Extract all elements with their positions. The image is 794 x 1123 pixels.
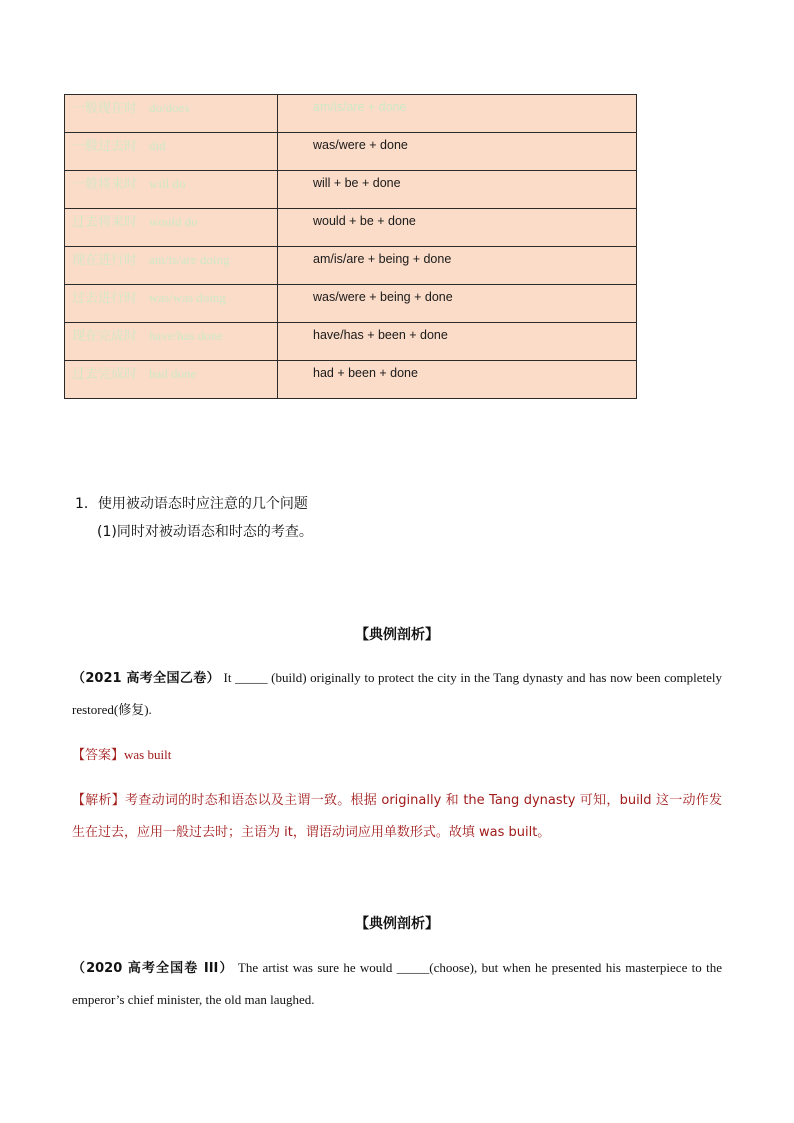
example2-question — [72, 952, 722, 1015]
tense-cell-left — [65, 285, 278, 323]
tense-cell-right — [278, 95, 637, 133]
answer-label: 【答案】 — [72, 748, 125, 763]
tense-cell-left — [65, 323, 278, 361]
tense-cell-right — [278, 171, 637, 209]
tense-cell-left — [65, 95, 278, 133]
tense-cell-right — [278, 361, 637, 399]
tense-cell-right — [278, 209, 637, 247]
tense-row — [65, 209, 637, 247]
active-form: will do — [149, 176, 186, 191]
passive-form: am/is/are + being + done — [313, 252, 452, 266]
tense-cell-left — [65, 209, 278, 247]
tense-row — [65, 285, 637, 323]
tense-cell-left — [65, 247, 278, 285]
example-title-2: 【典例剖析】 — [355, 916, 439, 932]
tense-name: 现在进行时 — [72, 253, 138, 268]
analysis-text: 考查动词的时态和语态以及主谓一致。根据 originally 和 the Tang dynasty 可知，build 这一动作发生在过去，应用一般过去时；主语为 it，谓语动词应用单数形式。故填 was built。 — [72, 793, 722, 840]
passive-form: was/were + being + done — [313, 290, 453, 304]
passive-form: am/is/are + done — [313, 100, 407, 114]
active-form: have/has done — [149, 328, 224, 343]
example1-question-text: It _____ (build) originally to protect the city in the Tang dynasty and has now been completely restored(修复). — [72, 670, 722, 717]
tense-cell-left — [65, 361, 278, 399]
tense-name: 过去将来时 — [72, 215, 138, 230]
active-form: had done — [149, 366, 197, 381]
tense-name: 现在完成时 — [72, 329, 138, 344]
tense-row — [65, 95, 637, 133]
tense-name: 一般将来时 — [72, 177, 138, 192]
tense-cell-right — [278, 133, 637, 171]
active-form: would do — [149, 214, 198, 229]
tense-row — [65, 171, 637, 209]
passive-form: had + been + done — [313, 366, 418, 380]
tense-cell-left — [65, 133, 278, 171]
example1-analysis — [72, 784, 722, 848]
tense-cell-right — [278, 323, 637, 361]
passive-form: was/were + done — [313, 138, 408, 152]
tense-table-body — [65, 95, 637, 399]
active-form: am/is/are doing — [149, 252, 230, 267]
section-heading: 1．使用被动语态时应注意的几个问题 — [75, 496, 308, 512]
analysis-label: 【解析】 — [72, 793, 126, 808]
active-form: do/does — [149, 100, 190, 115]
tense-table — [64, 94, 637, 399]
example2-source: （2020 高考全国卷 III） — [72, 961, 234, 976]
tense-row — [65, 361, 637, 399]
tense-name: 过去进行时 — [72, 291, 138, 306]
tense-row — [65, 323, 637, 361]
example1-question — [72, 662, 722, 725]
answer-text: was built — [124, 747, 172, 762]
tense-name: 一般过去时 — [72, 139, 138, 154]
passive-form: would + be + done — [313, 214, 416, 228]
example2-question-text: The artist was sure he would _____(choose), but when he presented his masterpiece to the emperor’s chief minister, the old man laughed. — [72, 960, 723, 1007]
tense-name: 过去完成时 — [72, 367, 138, 382]
active-form: was/was doing — [149, 290, 226, 305]
example1-source: （2021 高考全国乙卷） — [72, 671, 220, 686]
tense-cell-left — [65, 171, 278, 209]
sub-heading: (1)同时对被动语态和时态的考查。 — [97, 524, 313, 540]
tense-row — [65, 133, 637, 171]
tense-cell-right — [278, 285, 637, 323]
tense-name: 一般现在时 — [72, 101, 138, 116]
passive-form: will + be + done — [313, 176, 401, 190]
passive-form: have/has + been + done — [313, 328, 448, 342]
example1-answer — [72, 739, 722, 771]
tense-row — [65, 247, 637, 285]
tense-cell-right — [278, 247, 637, 285]
example-title-1: 【典例剖析】 — [355, 627, 439, 643]
active-form: did — [149, 138, 166, 153]
